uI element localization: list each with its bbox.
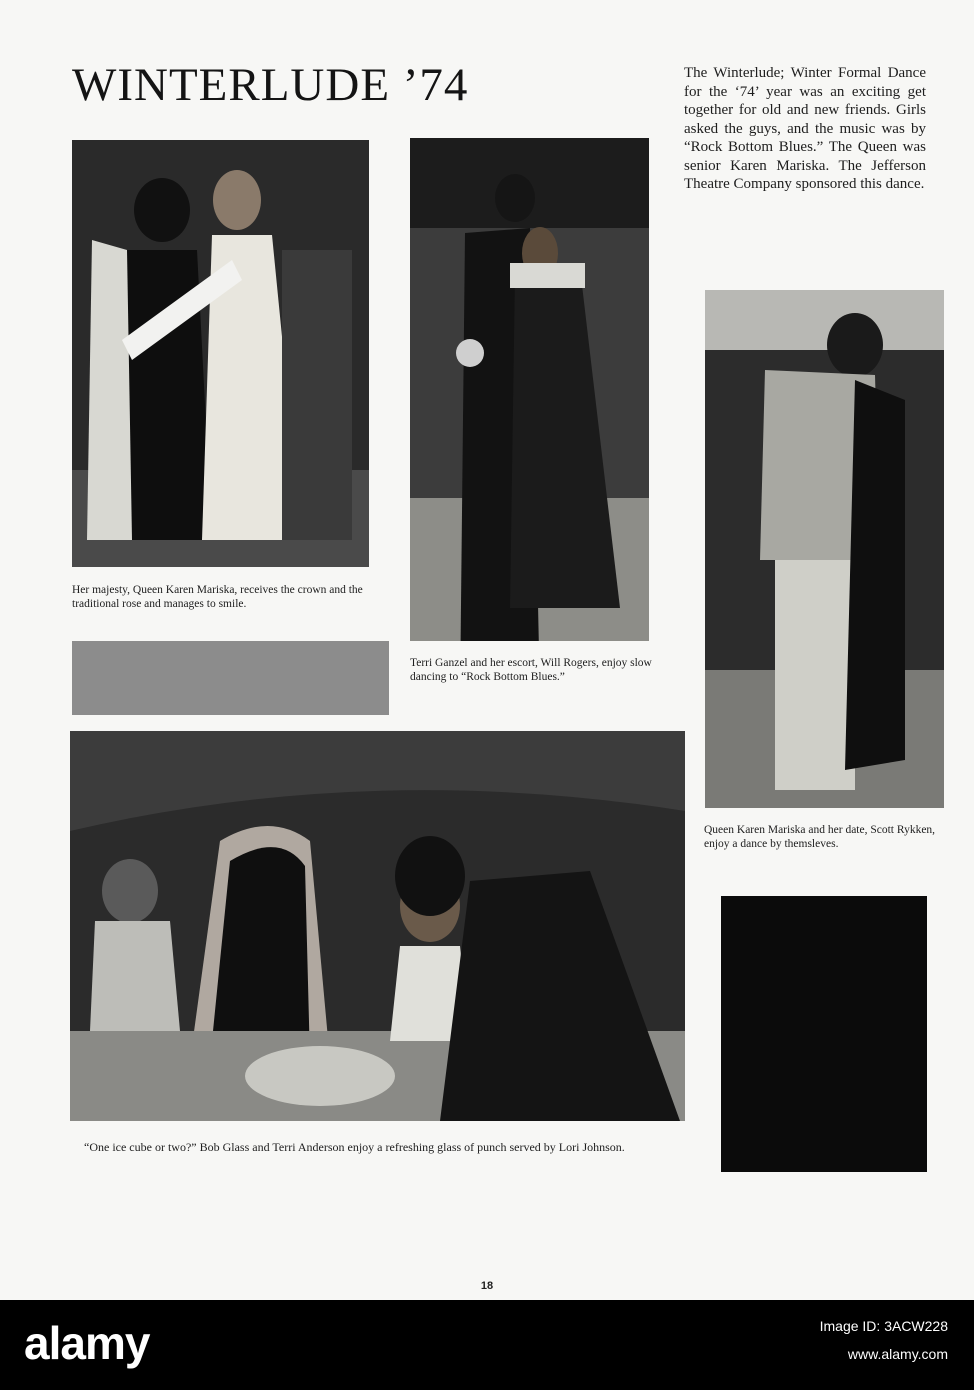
photo-queen-dance xyxy=(705,290,944,808)
gray-block xyxy=(72,641,389,715)
stock-url-text: www.alamy.com xyxy=(847,1346,948,1362)
page-title: WINTERLUDE ’74 xyxy=(72,59,469,111)
page-number: 18 xyxy=(480,1280,494,1292)
image-id-text: Image ID: 3ACW228 xyxy=(819,1318,948,1334)
caption-punch-bowl: “One ice cube or two?” Bob Glass and Terri Anderson enjoy a refreshing glass of punch served by Lori Johnson. xyxy=(84,1140,625,1154)
photo-slow-dance xyxy=(410,138,649,641)
photo-crowning xyxy=(72,140,369,567)
caption-queen-dance: Queen Karen Mariska and her date, Scott Rykken, enjoy a dance by themsleves. xyxy=(704,824,936,850)
stock-watermark-bar xyxy=(0,1300,974,1390)
caption-slow-dance: Terri Ganzel and her escort, Will Rogers, enjoy slow dancing to “Rock Bottom Blues.” xyxy=(410,657,652,683)
black-block xyxy=(721,896,927,1172)
caption-crowning: Her majesty, Queen Karen Mariska, receives the crown and the traditional rose and manages to smile. xyxy=(72,584,363,610)
photo-punch-bowl xyxy=(70,731,685,1121)
alamy-logo: alamy xyxy=(24,1317,150,1369)
intro-paragraph: The Winterlude; Winter Formal Dance for the ‘74’ year was an exciting get together for old and new friends. Girls asked the guys, and the music was by “Rock Bottom Blues.” The Queen was senior Karen Mariska. The Jefferson Theatre Company sponsored this dance. xyxy=(684,65,926,192)
